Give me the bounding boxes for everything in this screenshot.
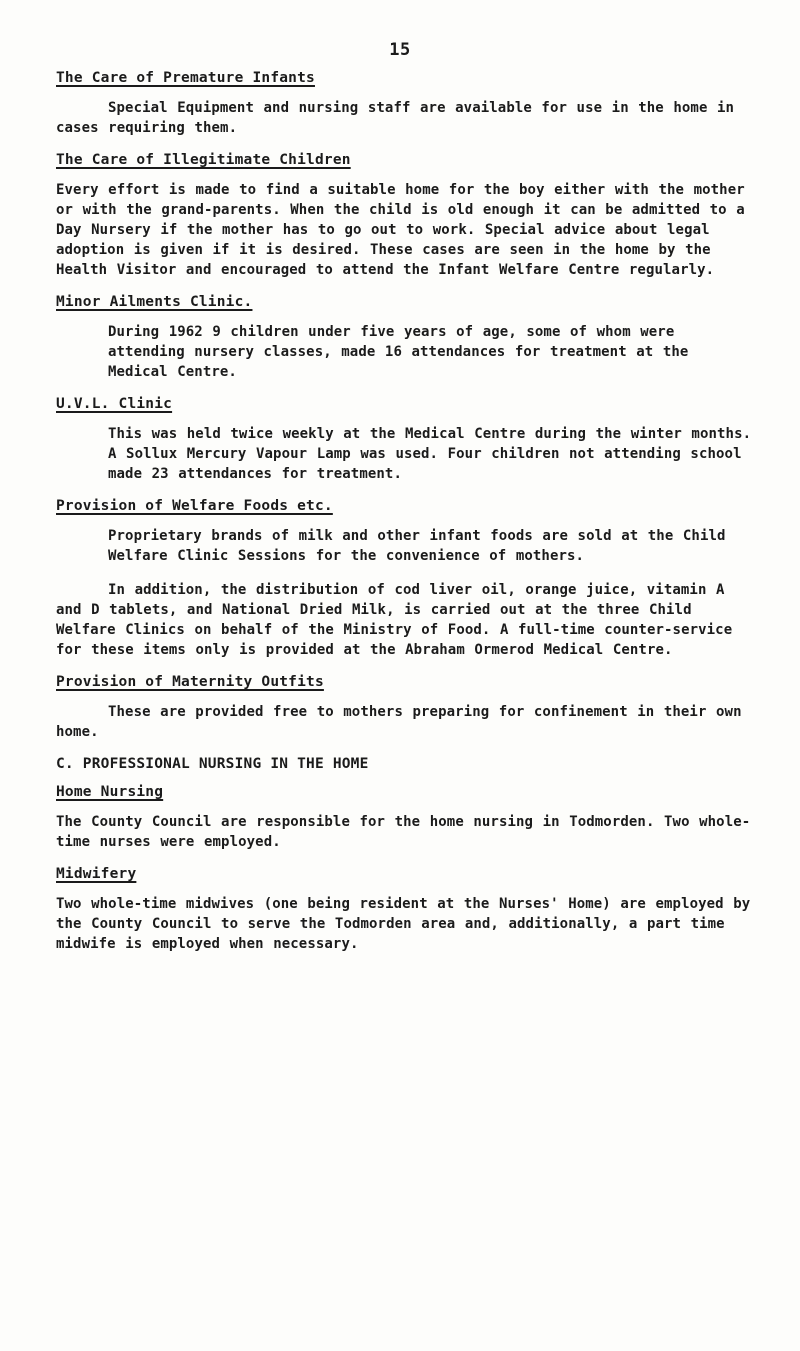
para-uvl-clinic: This was held twice weekly at the Medical Centre during the winter months. A Sollux Mercury Vapour Lamp was used. Four children not attending school made 23 attendances for treatment. — [108, 426, 752, 482]
para-proprietary-brands: Proprietary brands of milk and other infant foods are sold at the Child Welfare Clinic Sessions for the convenience of mothers. — [108, 528, 726, 564]
heading-uvl-clinic: U.V.L. Clinic — [56, 396, 173, 412]
heading-minor-ailments-clinic: Minor Ailments Clinic. — [56, 294, 253, 310]
para-county-council: The County Council are responsible for the home nursing in Todmorden. Two whole-time nurses were employed. — [56, 814, 751, 850]
para-in-addition: In addition, the distribution of cod liver oil, orange juice, vitamin A and D tablets, and National Dried Milk, is carried out at the three Child Welfare Clinics on behalf of the Ministry of Food. A full-time counter-service for these items only is provided at the Abraham Ormerod Medical Centre. — [56, 582, 733, 658]
para-every-effort: Every effort is made to find a suitable home for the boy either with the mother or with the grand-parents. When the child is old enough it can be admitted to a Day Nursery if the mother has to go out to work. Special advice about legal adoption is given if it is desired. These cases are seen in the home by the Health Visitor and encouraged to attend the Infant Welfare Centre regularly. — [56, 182, 745, 278]
heading-home-nursing: Home Nursing — [56, 784, 164, 800]
heading-provision-maternity-outfits: Provision of Maternity Outfits — [56, 674, 324, 690]
para-maternity-outfits: These are provided free to mothers preparing for confinement in their own home. — [56, 704, 742, 740]
heading-midwifery: Midwifery — [56, 866, 137, 882]
section-professional-nursing: C. PROFESSIONAL NURSING IN THE HOME — [56, 756, 369, 772]
document-body — [56, 70, 756, 968]
page-number: 15 — [389, 40, 411, 60]
para-midwifery: Two whole-time midwives (one being resident at the Nurses' Home) are employed by the County Council to serve the Todmorden area and, additionally, a part time midwife is employed when necessary. — [56, 896, 751, 952]
heading-care-illegitimate-children: The Care of Illegitimate Children — [56, 152, 351, 168]
para-during-1962: During 1962 9 children under five years of age, some of whom were attending nursery classes, made 16 attendances for treatment at the Medical Centre. — [108, 324, 689, 380]
heading-care-premature-infants: The Care of Premature Infants — [56, 70, 315, 86]
heading-provision-welfare-foods: Provision of Welfare Foods etc. — [56, 498, 333, 514]
para-special-equipment: Special Equipment and nursing staff are available for use in the home in cases requiring them. — [56, 100, 735, 136]
